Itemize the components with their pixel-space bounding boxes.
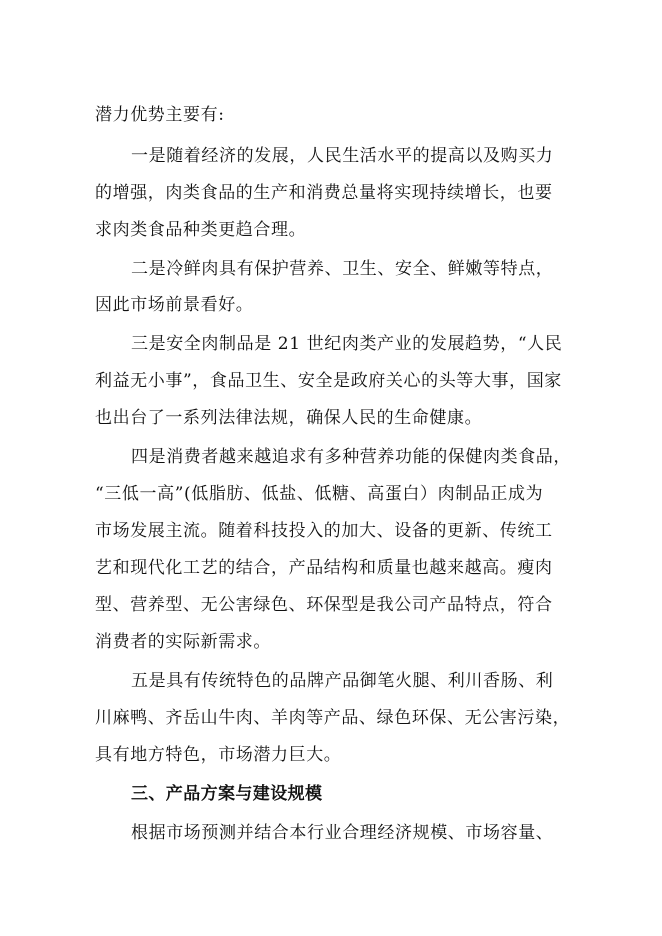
paragraph-line: 的增强，肉类食品的生产和消费总量将实现持续增长，也要 [95, 183, 553, 203]
paragraph-line: 二是冷鲜肉具有保护营养、卫生、安全、鲜嫩等特点， [131, 259, 554, 279]
paragraph-line: 具有地方特色，市场潜力巨大。 [95, 745, 342, 765]
paragraph-line: 消费者的实际新需求。 [95, 632, 271, 652]
paragraph-line: 一是随着经济的发展，人民生活水平的提高以及购买力 [131, 146, 554, 166]
section-heading: 三、产品方案与建设规模 [131, 784, 323, 804]
paragraph-line: “三低一高”(低脂肪、低盐、低糖、高蛋白）肉制品正成为 [95, 484, 544, 504]
paragraph-line: 五是具有传统特色的品牌产品御笔火腿、利川香肠、利 [131, 671, 554, 691]
paragraph-line: 求肉类食品种类更趋合理。 [95, 220, 307, 240]
paragraph-line: 潜力优势主要有: [95, 105, 225, 125]
paragraph-line: 川麻鸭、齐岳山牛肉、羊肉等产品、绿色环保、无公害污染， [95, 708, 571, 728]
paragraph-line: 四是消费者越来越追求有多种营养功能的保健肉类食品， [131, 447, 571, 467]
paragraph-line: 利益无小事”，食品卫生、安全是政府关心的头等大事，国家 [95, 371, 562, 391]
paragraph-line: 也出台了一系列法律法规，确保人民的生命健康。 [95, 408, 483, 428]
paragraph-line: 艺和现代化工艺的结合，产品结构和质量也越来越高。瘦肉 [95, 558, 553, 578]
paragraph-line: 市场发展主流。随着科技投入的加大、设备的更新、传统工 [95, 521, 553, 541]
paragraph-line: 根据市场预测并结合本行业合理经济规模、市场容量、 [131, 823, 554, 843]
paragraph-line: 型、营养型、无公害绿色、环保型是我公司产品特点，符合 [95, 595, 553, 615]
paragraph-line: 三是安全肉制品是 21 世纪肉类产业的发展趋势，“人民 [131, 334, 563, 354]
paragraph-line: 因此市场前景看好。 [95, 295, 254, 315]
